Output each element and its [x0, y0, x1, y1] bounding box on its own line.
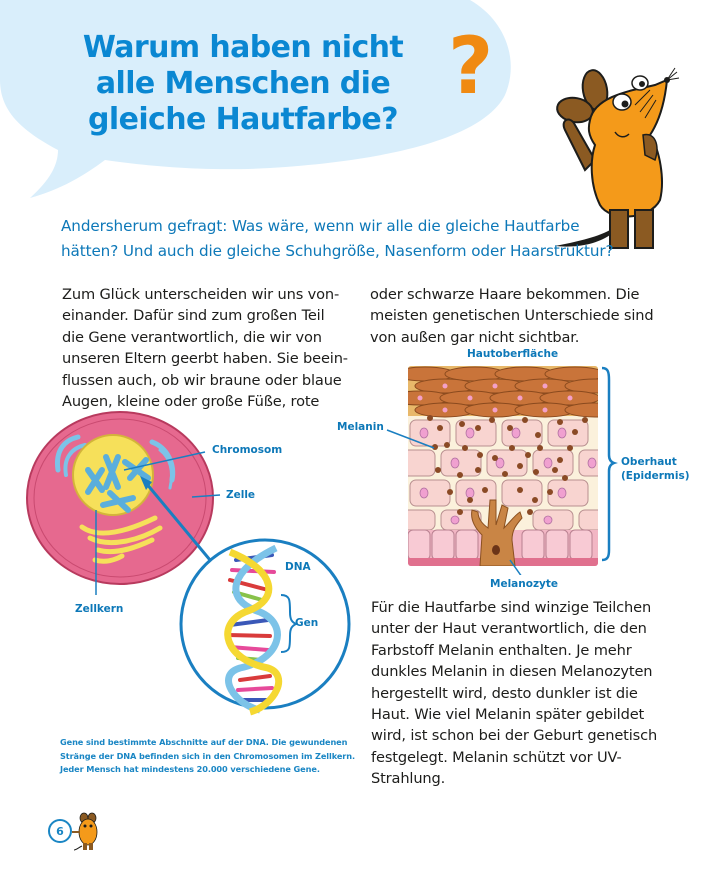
text-line: meisten genetischen Unterschiede sind	[370, 307, 654, 325]
text-line: wird, ist schon bei der Geburt genetisch	[371, 727, 658, 745]
body-text-right-bottom	[371, 597, 657, 790]
figure-caption	[60, 736, 360, 777]
label-epidermis-line: (Epidermis)	[621, 470, 690, 482]
title-line: gleiche Hautfarbe?	[88, 102, 398, 137]
text-line: die Gene verantwortlich, die wir von	[62, 328, 322, 346]
text-line: unseren Eltern geerbt haben. Sie beein-	[62, 350, 348, 368]
text-line: von außen gar nicht sichtbar.	[370, 328, 580, 346]
text-line: Strahlung.	[371, 770, 446, 788]
label-epidermis-line: Oberhaut	[621, 456, 677, 468]
text-line: Farbstoff Melanin enthalten. Je mehr	[371, 641, 632, 659]
label-epidermis	[621, 455, 690, 483]
skin-diagram	[330, 355, 630, 575]
mouse-footer-icon	[72, 812, 104, 852]
label-chromosome: Chromosom	[212, 444, 283, 456]
caption-line: Stränge der DNA befinden sich in den Chromosomen im Zellkern.	[60, 750, 355, 761]
text-line: flussen auch, ob wir braune oder blaue	[62, 371, 342, 389]
intro-line: hätten? Und auch die gleiche Schuhgröße, Nasenform oder Haarstruktur?	[61, 242, 614, 260]
text-line: hergestellt wird, desto dunkler ist die	[371, 684, 638, 702]
label-melanocyte: Melanozyte	[490, 578, 559, 590]
title-line: alle Menschen die	[95, 66, 391, 101]
text-line: dunkles Melanin in diesen Melanozyten	[371, 663, 653, 681]
page-title	[62, 30, 424, 138]
body-text-right-top	[370, 284, 653, 348]
label-melanin: Melanin	[337, 421, 384, 433]
caption-line: Jeder Mensch hat mindestens 20.000 verschiedene Gene.	[60, 764, 320, 774]
intro-line: Andersherum gefragt: Was wäre, wenn wir alle die gleiche Hautfarbe	[61, 217, 580, 235]
text-line: festgelegt. Melanin schützt vor UV-	[371, 748, 622, 766]
text-line: Haut. Wie viel Melanin später gebildet	[371, 706, 645, 724]
text-line: Augen, kleine oder große Füße, rote	[62, 393, 320, 411]
question-mark-icon: ?	[448, 22, 494, 112]
title-line: Warum haben nicht	[82, 30, 404, 65]
text-line: Zum Glück unterscheiden wir uns von-	[62, 286, 340, 303]
label-nucleus: Zellkern	[75, 603, 124, 615]
cell-diagram	[0, 400, 360, 720]
text-line: oder schwarze Haare bekommen. Die	[370, 286, 640, 303]
label-skin-surface: Hautoberfläche	[467, 348, 559, 360]
text-line: unter der Haut verantwortlich, die den	[371, 620, 647, 638]
page-number: 6	[48, 819, 72, 843]
label-gene: Gen	[295, 617, 319, 629]
text-line: Für die Hautfarbe sind winzige Teilchen	[371, 599, 652, 616]
caption-line: Gene sind bestimmte Abschnitte auf der DNA. Die gewundenen	[60, 737, 348, 747]
body-text-left	[62, 284, 348, 412]
text-line: einander. Dafür sind zum großen Teil	[62, 307, 325, 325]
intro-question	[61, 214, 641, 264]
label-dna: DNA	[285, 561, 311, 573]
label-cell: Zelle	[226, 489, 256, 501]
